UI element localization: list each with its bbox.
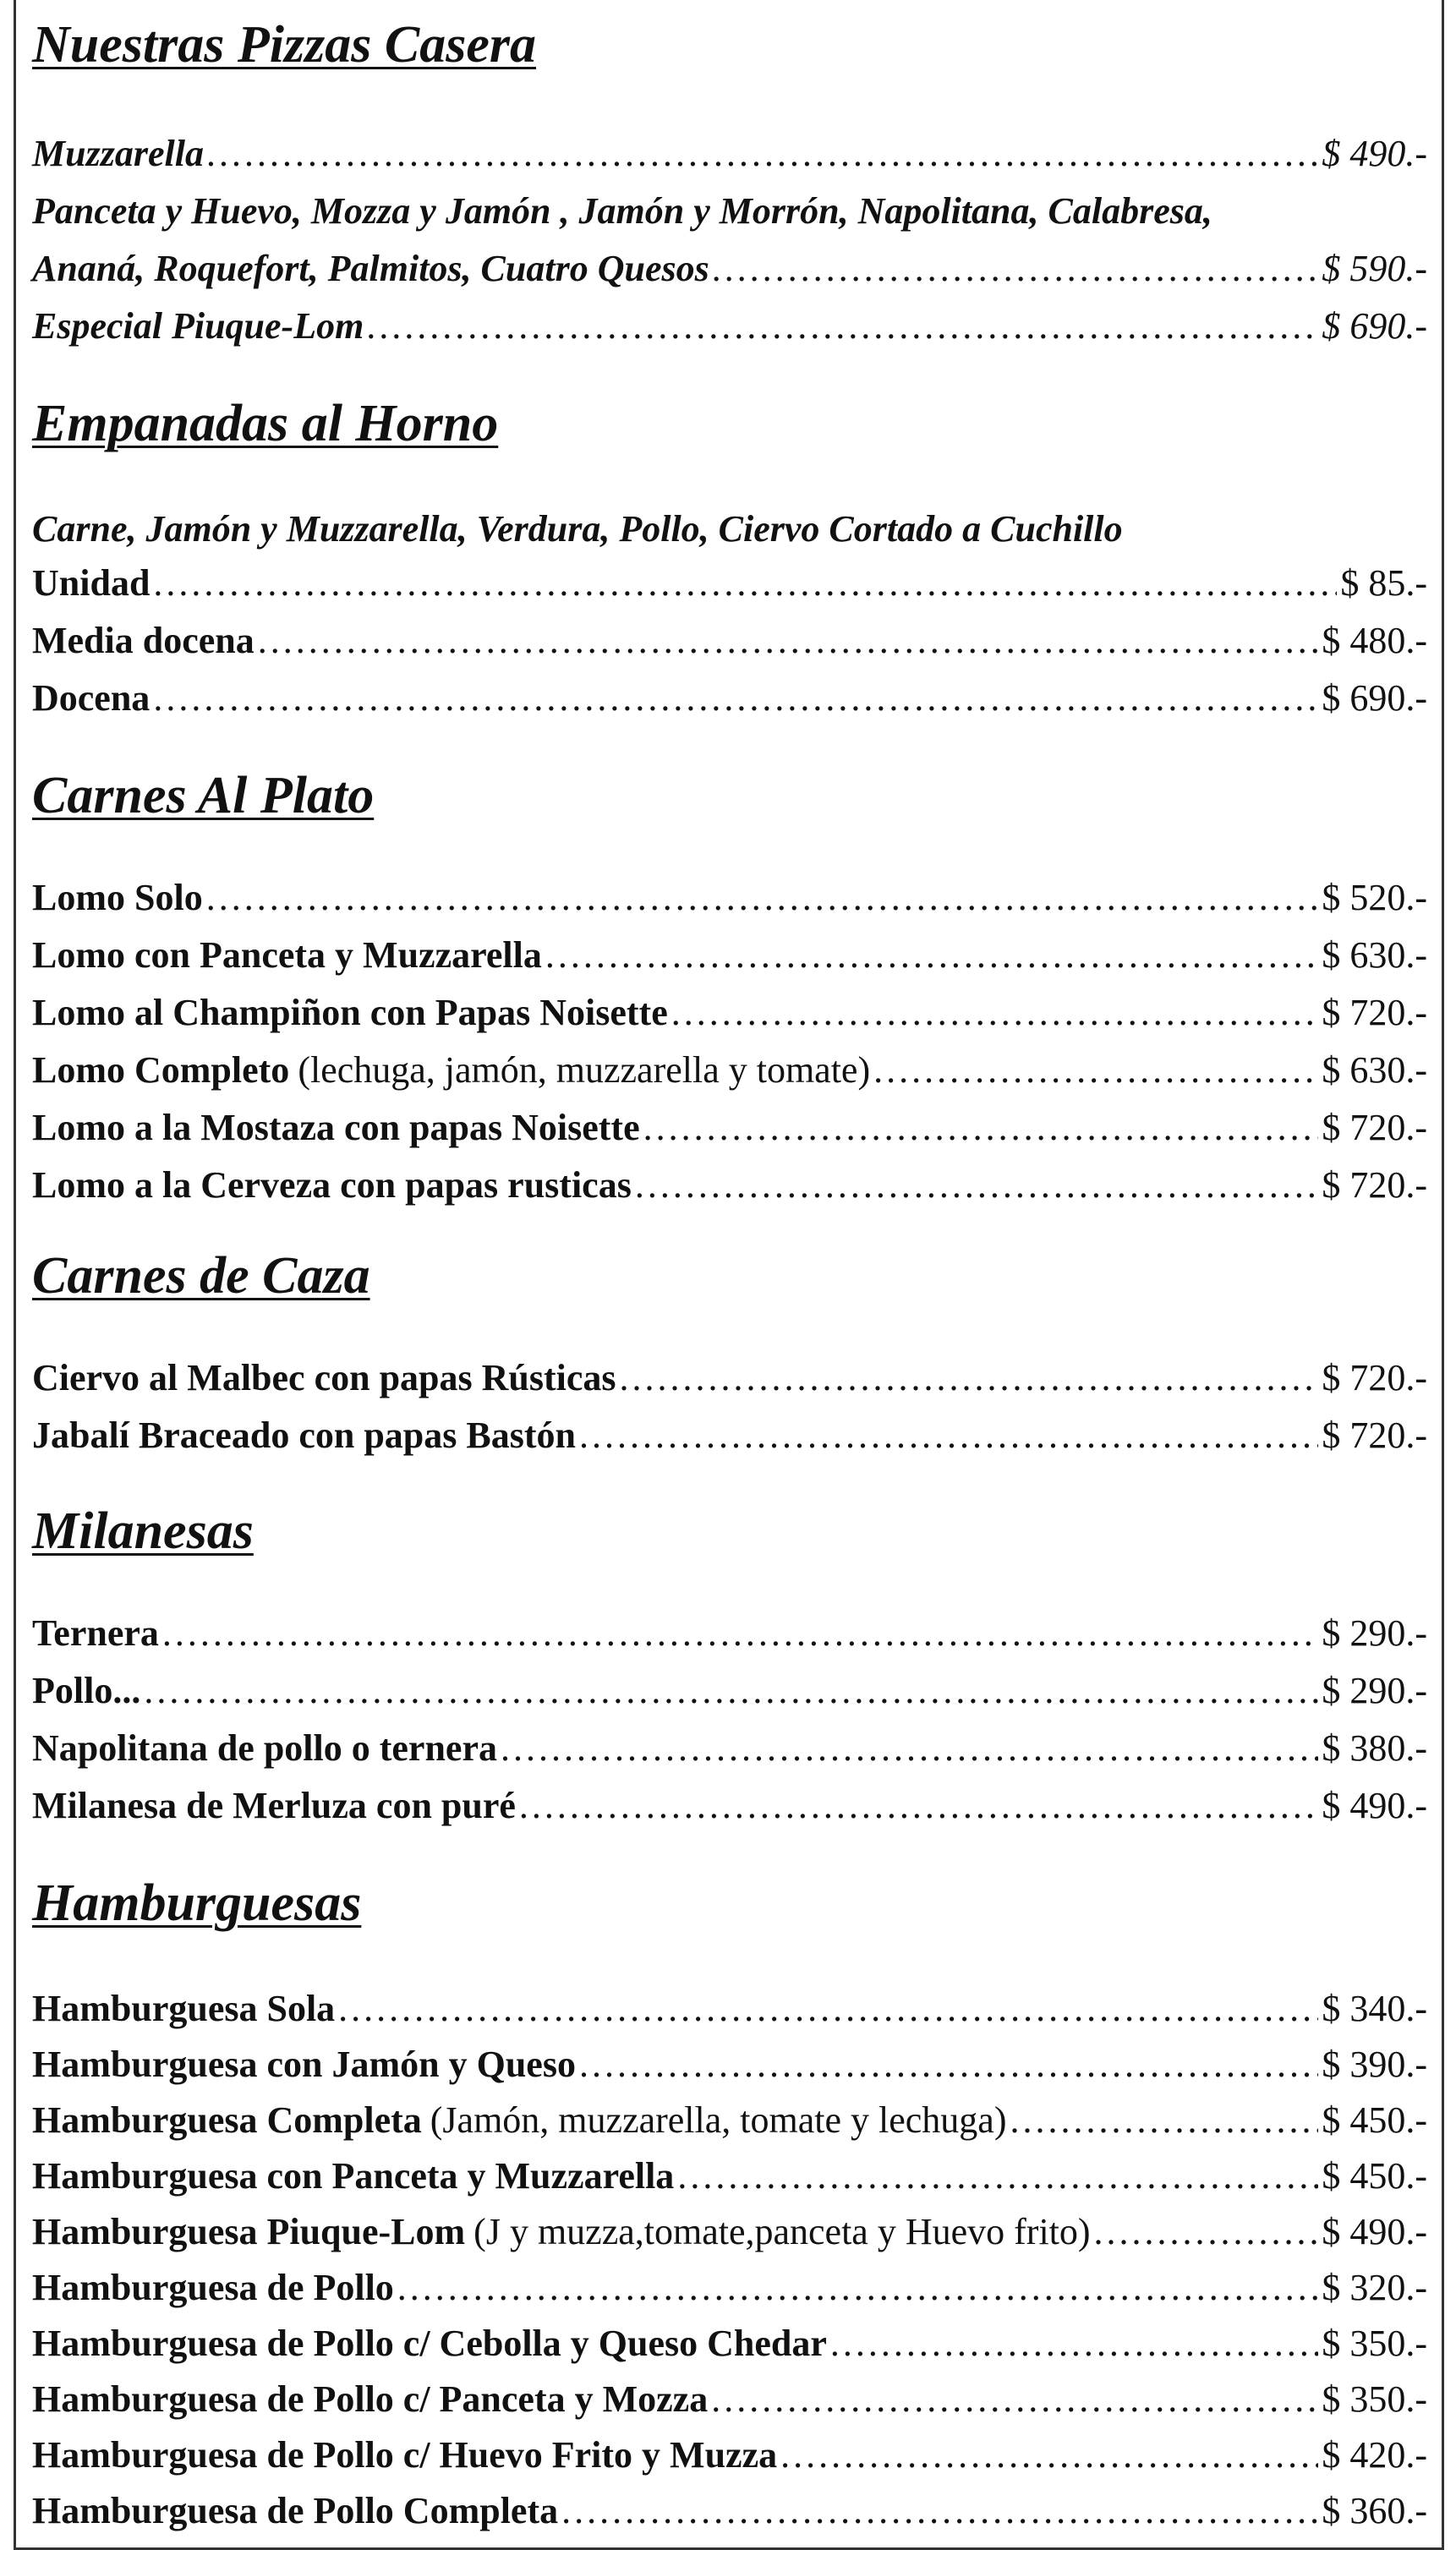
item-name: Hamburguesa con Jamón y Queso <box>32 2044 576 2085</box>
menu-item <box>32 250 1427 287</box>
dot-leader <box>338 1990 1318 2027</box>
menu-item <box>32 1990 1427 2027</box>
menu-item <box>32 1787 1427 1825</box>
item-name: Hamburguesa de Pollo c/ Cebolla y Queso Chedar <box>32 2323 827 2364</box>
menu-item <box>32 2155 1427 2197</box>
item-price: $ 340.- <box>1322 1988 1427 2029</box>
dot-leader <box>545 937 1319 974</box>
item-price: $ 380.- <box>1322 1727 1427 1769</box>
dot-leader <box>1094 2213 1319 2251</box>
item-name: Ternera <box>32 1612 159 1654</box>
menu-item <box>32 2378 1427 2420</box>
item-name: Lomo a la Mostaza con papas Noisette <box>32 1107 640 1148</box>
menu-item <box>32 1049 1427 1091</box>
item-name: Lomo Solo <box>32 877 203 918</box>
item-price: $ 320.- <box>1322 2267 1427 2308</box>
dot-leader <box>162 1615 1318 1652</box>
item-price: $ 290.- <box>1322 1612 1427 1654</box>
item-name: Napolitana de pollo o ternera <box>32 1727 497 1769</box>
item-price: $ 420.- <box>1322 2434 1427 2476</box>
item-price: $ 630.- <box>1322 1049 1427 1091</box>
item-name: Hamburguesa de Pollo c/ Panceta y Mozza <box>32 2378 709 2420</box>
dot-leader <box>397 2269 1319 2306</box>
dot-leader <box>643 1109 1319 1146</box>
item-name: Hamburguesa de Pollo <box>32 2267 394 2308</box>
dot-leader <box>780 2437 1318 2474</box>
menu-item <box>32 994 1427 1031</box>
dot-leader <box>620 1360 1319 1397</box>
dot-leader <box>501 1730 1318 1767</box>
menu-item <box>32 1672 1427 1710</box>
item-name: Hamburguesa con Panceta y Muzzarella <box>32 2155 675 2197</box>
menu-item <box>32 1164 1427 1206</box>
item-price: $ 690.- <box>1322 677 1427 719</box>
section-carnes-de-caza <box>32 1247 1427 1305</box>
item-price: $ 390.- <box>1322 2044 1427 2085</box>
item-price: $ 450.- <box>1322 2099 1427 2141</box>
item-name: Lomo con Panceta y Muzzarella <box>32 934 542 976</box>
item-name: Docena <box>32 677 151 719</box>
item-note: (Jamón, muzzarella, tomate y lechuga) <box>430 2099 1007 2141</box>
menu-item <box>32 1357 1427 1398</box>
section-title: Milanesas <box>32 1502 254 1560</box>
item-name: Lomo a la Cerveza con papas rusticas <box>32 1164 632 1206</box>
item-price: $ 490.- <box>1322 2211 1427 2252</box>
section-carnes-al-plato <box>32 769 1427 822</box>
item-name: Ananá, Roquefort, Palmitos, Cuatro Quesos <box>32 248 709 289</box>
menu-item <box>32 2325 1427 2362</box>
item-name: Pollo... <box>32 1670 141 1711</box>
item-price: $ 720.- <box>1322 992 1427 1033</box>
item-name: Ciervo al Malbec con papas Rústicas <box>32 1357 616 1398</box>
section-title: Empanadas al Horno <box>32 395 499 452</box>
item-price: $ 690.- <box>1322 305 1427 347</box>
item-name: Panceta y Huevo, Mozza y Jamón , Jamón y Morrón, Napolitana, Calabresa, <box>32 190 1212 232</box>
item-name: Muzzarella <box>32 133 204 174</box>
menu-item <box>32 135 1427 172</box>
dot-leader <box>258 622 1319 659</box>
item-name: Especial Piuque-Lom <box>32 305 364 347</box>
item-name: Hamburguesa Piuque-Lom <box>32 2211 466 2252</box>
section-empanadas <box>32 397 1427 450</box>
dot-leader <box>561 2493 1318 2530</box>
dot-leader <box>1010 2102 1318 2139</box>
section-milanesas <box>32 1502 1427 1560</box>
dot-leader <box>873 1052 1318 1089</box>
item-name: Hamburguesa Completa <box>32 2099 422 2141</box>
item-price: $ 490.- <box>1322 1785 1427 1826</box>
menu-item <box>32 1727 1427 1769</box>
item-name: Jabalí Braceado con papas Bastón <box>32 1415 576 1456</box>
dot-leader <box>153 565 1337 602</box>
dot-leader <box>206 879 1319 917</box>
menu-item <box>32 879 1427 917</box>
menu-item <box>32 2434 1427 2476</box>
item-price: $ 350.- <box>1322 2323 1427 2364</box>
menu-item <box>32 1612 1427 1654</box>
item-name: Lomo Completo <box>32 1049 290 1091</box>
dot-leader <box>207 135 1318 172</box>
menu-item <box>32 2213 1427 2251</box>
item-price: $ 85.- <box>1340 562 1427 604</box>
menu-item <box>32 2099 1427 2141</box>
item-price: $ 720.- <box>1322 1107 1427 1148</box>
menu-item <box>32 190 1212 232</box>
item-name: Milanesa de Merluza con puré <box>32 1785 516 1826</box>
menu-item <box>32 1417 1427 1454</box>
menu-item <box>32 2490 1427 2531</box>
item-note: (lechuga, jamón, muzzarella y tomate) <box>298 1049 871 1091</box>
menu-item <box>32 2269 1427 2306</box>
item-price: $ 360.- <box>1322 2490 1427 2531</box>
dot-leader <box>367 308 1318 345</box>
menu-item <box>32 562 1427 604</box>
dot-leader <box>579 1417 1318 1454</box>
dot-leader <box>671 994 1319 1031</box>
dot-leader <box>153 680 1318 717</box>
item-name: Hamburguesa de Pollo c/ Huevo Frito y Muzza <box>32 2434 778 2476</box>
dot-leader <box>519 1787 1318 1825</box>
menu-item <box>32 305 1427 347</box>
item-name: Hamburguesa de Pollo Completa <box>32 2490 559 2531</box>
menu-item <box>32 934 1427 976</box>
dot-leader <box>579 2046 1318 2083</box>
section-pizzas <box>32 16 1427 74</box>
item-name: Unidad <box>32 562 151 604</box>
dot-leader <box>711 2381 1318 2418</box>
item-name: Lomo al Champiñon con Papas Noisette <box>32 992 668 1033</box>
menu-item <box>32 677 1427 719</box>
dot-leader <box>677 2158 1318 2195</box>
item-price: $ 480.- <box>1322 620 1427 661</box>
menu-item <box>32 1109 1427 1146</box>
section-title: Hamburguesas <box>32 1874 362 1932</box>
item-note: (J y muzza,tomate,panceta y Huevo frito) <box>473 2211 1091 2252</box>
empanada-flavors: Carne, Jamón y Muzzarella, Verdura, Pollo, Ciervo Cortado a Cuchillo <box>32 508 1123 550</box>
item-price: $ 720.- <box>1322 1415 1427 1456</box>
dot-leader <box>713 250 1319 287</box>
item-name: Media docena <box>32 620 255 661</box>
item-price: $ 350.- <box>1322 2378 1427 2420</box>
item-price: $ 520.- <box>1322 877 1427 918</box>
item-price: $ 490.- <box>1322 133 1427 174</box>
item-name: Hamburguesa Sola <box>32 1988 336 2029</box>
item-price: $ 630.- <box>1322 934 1427 976</box>
section-title: Nuestras Pizzas Casera <box>32 16 536 74</box>
item-price: $ 290.- <box>1322 1670 1427 1711</box>
menu-item <box>32 622 1427 659</box>
item-price: $ 720.- <box>1322 1164 1427 1206</box>
menu-item <box>32 2046 1427 2083</box>
section-subtitle <box>32 508 1123 550</box>
item-price: $ 450.- <box>1322 2155 1427 2197</box>
section-hamburguesas <box>32 1874 1427 1932</box>
item-price: $ 720.- <box>1322 1357 1427 1398</box>
item-price: $ 590.- <box>1322 248 1427 289</box>
section-title: Carnes Al Plato <box>32 767 375 824</box>
dot-leader <box>830 2325 1318 2362</box>
dot-leader <box>144 1672 1318 1710</box>
dot-leader <box>635 1167 1319 1204</box>
section-title: Carnes de Caza <box>32 1247 370 1305</box>
